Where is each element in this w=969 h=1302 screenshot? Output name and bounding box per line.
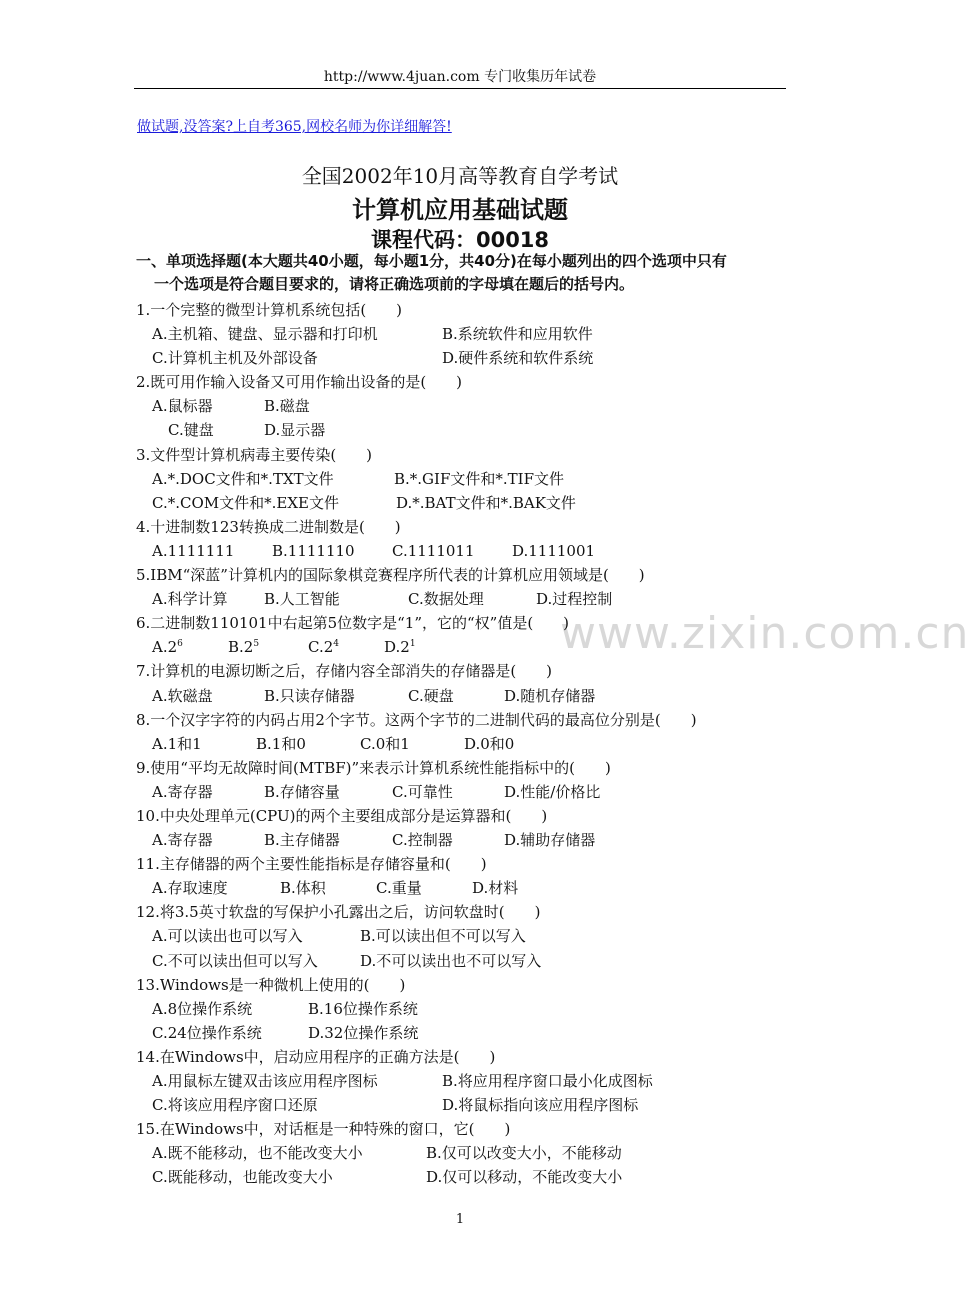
option-row xyxy=(136,732,796,756)
option-b: B.可以读出但不可以写入 xyxy=(360,927,526,946)
exam-title: 全国2002年10月高等教育自学考试 xyxy=(301,164,619,188)
option-row xyxy=(136,322,796,346)
option-d: D.将鼠标指向该应用程序图标 xyxy=(442,1096,639,1115)
option-a: A.寄存器 xyxy=(152,831,213,850)
option-row xyxy=(136,467,796,491)
option-row xyxy=(136,1021,796,1045)
option-a: A.寄存器 xyxy=(152,782,213,801)
question-stem: 3.文件型计算机病毒主要传染( ) xyxy=(136,445,373,464)
option-c: C.重量 xyxy=(376,879,422,898)
option-b: B.存储容量 xyxy=(264,782,340,801)
option-row xyxy=(136,587,796,611)
option-a: A.8位操作系统 xyxy=(152,999,253,1018)
option-c: C.24位操作系统 xyxy=(152,1023,262,1042)
option-c: C.可靠性 xyxy=(392,782,453,801)
option-c: C.不可以读出但可以写入 xyxy=(152,951,318,970)
watermark: www.zixin.com.cn xyxy=(560,608,969,659)
option-d: D.材料 xyxy=(472,879,519,898)
section-instructions xyxy=(136,250,796,296)
question-list xyxy=(136,298,796,1189)
page-number: 1 xyxy=(455,1212,465,1227)
question-stem: 8.一个汉字字符的内码占用2个字节。这两个字节的二进制代码的最高位分别是( ) xyxy=(136,710,697,729)
question-stem: 5.IBM“深蓝”计算机内的国际象棋竞赛程序所代表的计算机应用领域是( ) xyxy=(136,566,645,585)
page-header: http://www.4juan.com 专门收集历年试卷 xyxy=(323,69,597,85)
subject-title: 计算机应用基础试题 xyxy=(352,196,568,224)
option-a: A.1和1 xyxy=(152,734,202,753)
option-b: B.*.GIF文件和*.TIF文件 xyxy=(394,469,564,488)
question-stem: 7.计算机的电源切断之后，存储内容全部消失的存储器是( ) xyxy=(136,662,553,681)
option-d: D.显示器 xyxy=(264,421,326,440)
option-b: $B.2^5$ xyxy=(228,638,260,657)
question-stem: 15.在Windows中，对话框是一种特殊的窗口，它( ) xyxy=(136,1120,511,1139)
option-d: D.过程控制 xyxy=(536,590,613,609)
option-row xyxy=(136,1165,796,1189)
option-row xyxy=(136,684,796,708)
option-c: C.数据处理 xyxy=(408,590,484,609)
option-c: C.0和1 xyxy=(360,734,410,753)
option-a: A.可以读出也可以写入 xyxy=(152,927,303,946)
option-d: D.硬件系统和软件系统 xyxy=(442,349,594,368)
option-a: A.主机箱、键盘、显示器和打印机 xyxy=(152,325,378,344)
option-a: A.*.DOC文件和*.TXT文件 xyxy=(152,469,334,488)
option-a: A.用鼠标左键双击该应用程序图标 xyxy=(152,1072,378,1090)
option-a: A.科学计算 xyxy=(152,590,228,609)
option-row xyxy=(136,876,796,900)
instructions-line-2: 一个选项是符合题目要求的，请将正确选项前的字母填在题后的括号内。 xyxy=(154,275,635,293)
option-c: C.计算机主机及外部设备 xyxy=(152,349,318,368)
option-row xyxy=(136,997,796,1021)
option-b: B.体积 xyxy=(280,879,326,898)
question-stem: 13.Windows是一种微机上使用的( ) xyxy=(136,975,406,994)
option-row xyxy=(136,539,796,563)
option-a: A.既不能移动，也不能改变大小 xyxy=(152,1144,363,1163)
option-row xyxy=(136,346,796,370)
option-b: B.1和0 xyxy=(256,734,306,753)
question-stem: 2.既可用作输入设备又可用作输出设备的是( ) xyxy=(136,373,463,392)
option-d: $D.2^1$ xyxy=(384,638,416,657)
option-row xyxy=(136,394,796,418)
option-c: C.*.COM文件和*.EXE文件 xyxy=(152,493,339,512)
option-c: C.硬盘 xyxy=(408,686,454,705)
option-row xyxy=(136,780,796,804)
option-b: B.系统软件和应用软件 xyxy=(442,325,593,344)
option-b: B.只读存储器 xyxy=(264,686,355,705)
option-c: C.键盘 xyxy=(168,421,214,440)
course-code: 课程代码：00018 xyxy=(370,228,550,252)
option-b: B.16位操作系统 xyxy=(308,999,418,1018)
option-row xyxy=(136,1141,796,1165)
header-divider xyxy=(134,88,786,89)
option-row xyxy=(136,924,796,948)
option-row xyxy=(136,828,796,852)
option-b: B.1111110 xyxy=(272,541,355,560)
option-b: B.人工智能 xyxy=(264,590,340,609)
option-c: C.控制器 xyxy=(392,831,453,850)
option-row xyxy=(136,635,796,659)
option-d: D.0和0 xyxy=(464,734,515,753)
option-row xyxy=(136,418,796,442)
option-b: B.将应用程序窗口最小化成图标 xyxy=(442,1072,653,1090)
option-c: C.既能移动，也能改变大小 xyxy=(152,1168,333,1187)
question-stem: 11.主存储器的两个主要性能指标是存储容量和( ) xyxy=(136,855,487,874)
option-c: $C.2^4$ xyxy=(308,638,339,657)
option-a: $A.2^6$ xyxy=(152,638,183,657)
option-row xyxy=(136,1093,796,1117)
question-stem: 10.中央处理单元(CPU)的两个主要组成部分是运算器和( ) xyxy=(136,806,548,825)
option-b: B.仅可以改变大小，不能移动 xyxy=(426,1144,622,1163)
option-d: D.1111001 xyxy=(512,541,596,560)
option-a: A.软磁盘 xyxy=(152,686,213,705)
option-row xyxy=(136,491,796,515)
option-b: B.磁盘 xyxy=(264,397,310,416)
question-stem: 9.使用“平均无故障时间(MTBF)”来表示计算机系统性能指标中的( ) xyxy=(136,758,611,777)
option-d: D.性能/价格比 xyxy=(504,782,601,801)
instructions-line-1: 一、单项选择题(本大题共40小题，每小题1分，共40分)在每小题列出的四个选项中只有 xyxy=(136,252,727,270)
promo-link[interactable]: 做试题,没答案?上自考365,网校名师为你详细解答! xyxy=(137,119,452,135)
option-a: A.1111111 xyxy=(152,541,235,560)
option-row xyxy=(136,1069,796,1093)
option-a: A.存取速度 xyxy=(152,879,228,898)
option-c: C.1111011 xyxy=(392,541,475,560)
option-d: D.32位操作系统 xyxy=(308,1023,419,1042)
option-b: B.主存储器 xyxy=(264,831,340,850)
question-stem: 1.一个完整的微型计算机系统包括( ) xyxy=(136,301,403,319)
option-row xyxy=(136,949,796,973)
option-d: D.辅助存储器 xyxy=(504,831,596,850)
option-a: A.鼠标器 xyxy=(152,397,213,416)
question-stem: 4.十进制数123转换成二进制数是( ) xyxy=(136,517,401,536)
option-d: D.*.BAT文件和*.BAK文件 xyxy=(396,493,576,512)
question-stem: 6.二进制数110101中右起第5位数字是“1”，它的“权”值是( ) xyxy=(136,614,570,633)
question-stem: 14.在Windows中，启动应用程序的正确方法是( ) xyxy=(136,1047,496,1066)
option-c: C.将该应用程序窗口还原 xyxy=(152,1096,318,1115)
question-stem: 12.将3.5英寸软盘的写保护小孔露出之后，访问软盘时( ) xyxy=(136,903,541,922)
option-d: D.随机存储器 xyxy=(504,686,596,705)
option-d: D.不可以读出也不可以写入 xyxy=(360,951,542,970)
option-d: D.仅可以移动，不能改变大小 xyxy=(426,1168,623,1187)
